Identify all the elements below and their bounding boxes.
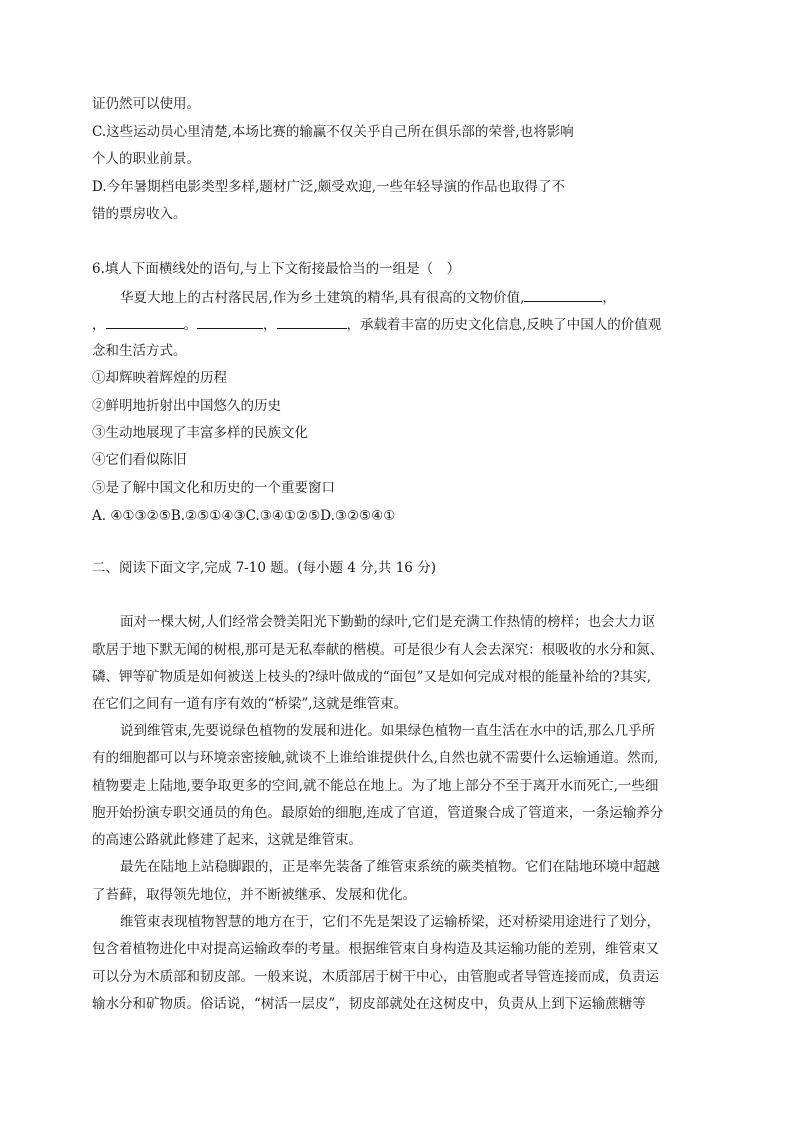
- question-6-passage-line-3: 念和生活方式。: [92, 343, 187, 359]
- question-6-answer-choices: A. ④①③②⑤B.②⑤①④③C.③④①②⑤D.③②⑤④①: [92, 508, 396, 524]
- paragraph-1-line-2: 歌居于地下默无闻的树根,那可是无私奉献的楷模。可是很少有人会去深究：根吸收的水分和氮、: [92, 642, 664, 658]
- option-d-line-2: 错的票房收入。: [92, 206, 187, 222]
- option-c-line-2: 个人的职业前景。: [92, 151, 200, 167]
- paragraph-2-line-4: 胞开始扮演专职交通员的角色。最原始的细胞,连成了官道，管道聚合成了管道来，一条运输养分: [92, 805, 664, 821]
- answer-blank-3[interactable]: [197, 314, 263, 329]
- question-6-option-5: ⑤是了解中国文化和历史的一个重要窗口: [92, 480, 335, 496]
- question-6-option-4: ④它们看似陈旧: [92, 452, 187, 468]
- option-b-tail: 证仍然可以使用。: [92, 96, 200, 112]
- paragraph-4-line-1: 维管束表现植物智慧的地方在于，它们不先是架设了运输桥梁，还对桥梁用途进行了划分，: [120, 914, 660, 930]
- question-6-option-1: ①却辉映着辉煌的历程: [92, 370, 227, 386]
- paragraph-2-line-5: 的高速公路就此修建了起来，这就是维管束。: [92, 832, 362, 848]
- paragraph-1-line-3: 磷、钾等矿物质是如何被送上枝头的?绿叶做成的“面包”又是如何完成对根的能量补给的?其实,: [92, 669, 652, 685]
- answer-blank-1[interactable]: [524, 287, 602, 302]
- passage-text: ，承载着丰富的历史文化信息,反映了中国人的价值观: [346, 317, 662, 333]
- paragraph-4-line-2: 包含着植物进化中对提高运输政奉的考量。根据维管束自身构造及其运输功能的差别，维管束又: [92, 941, 659, 957]
- section-2-heading: 二、阅读下面文字,完成 7-10 题。(每小题 4 分,共 16 分): [92, 560, 436, 576]
- answer-blank-4[interactable]: [277, 314, 347, 329]
- passage-punct: ，: [602, 290, 616, 306]
- passage-text: 华夏大地上的古村落民居,作为乡土建筑的精华,具有很高的文物价值,: [120, 290, 525, 306]
- passage-punct: 。: [183, 317, 197, 333]
- passage-punct: ，: [92, 317, 106, 333]
- paragraph-4-line-3: 可以分为木质部和韧皮部。一般来说，木质部居于树干中心，由管胞或者导管连接而成，负责运: [92, 969, 659, 985]
- paragraph-2-line-2: 有的细胞都可以与环境亲密接触,就谈不上谁给谁提供什么,自然也就不需要什么运输通道。然而,: [92, 750, 659, 766]
- paragraph-3-line-1: 最先在陆地上站稳脚跟的，正是率先装备了维管束系统的蕨类植物。它们在陆地环境中超越: [120, 859, 660, 875]
- paragraph-4-line-4: 输水分和矿物质。俗话说，“树活一层皮”，韧皮部就处在这树皮中，负责从上到下运输蔗糖等: [92, 996, 646, 1012]
- answer-blank-2[interactable]: [106, 314, 184, 329]
- paragraph-2-line-1: 说到维管束,先要说绿色植物的发展和进化。如果绿色植物一直生活在水中的话,那么几乎所: [120, 723, 656, 739]
- paragraph-3-line-2: 了苔藓，取得领先地位，并不断被继承、发展和优化。: [92, 887, 416, 903]
- option-d-line-1: D.今年暑期档电影类型多样,题材广泛,颇受欢迎,一些年轻导演的作品也取得了不: [92, 179, 566, 195]
- paragraph-1-line-1: 面对一棵大树,人们经常会赞美阳光下勤勤的绿叶,它们是充满工作热情的榜样；也会大力讴: [120, 614, 656, 630]
- option-c-line-1: C.这些运动员心里清楚,本场比赛的输赢不仅关乎自己所在俱乐部的荣誉,也将影响: [92, 124, 574, 140]
- passage-punct: ，: [263, 317, 277, 333]
- question-6-stem: 6.填人下面横线处的语句,与上下文衔接最恰当的一组是（ ）: [92, 261, 461, 277]
- question-6-option-2: ②鲜明地折射出中国悠久的历史: [92, 398, 281, 414]
- paragraph-1-line-4: 在它们之间有一道有序有效的“桥梁”,这就是维管束。: [92, 696, 408, 712]
- paragraph-2-line-3: 植物要走上陆地,要争取更多的空间,就不能总在地上。为了地上部分不至于离开水而死亡,一些细: [92, 778, 659, 794]
- question-6-passage-line-1: [120, 287, 616, 307]
- question-6-option-3: ③生动地展现了丰富多样的民族文化: [92, 425, 308, 441]
- question-6-passage-line-2: [92, 314, 661, 334]
